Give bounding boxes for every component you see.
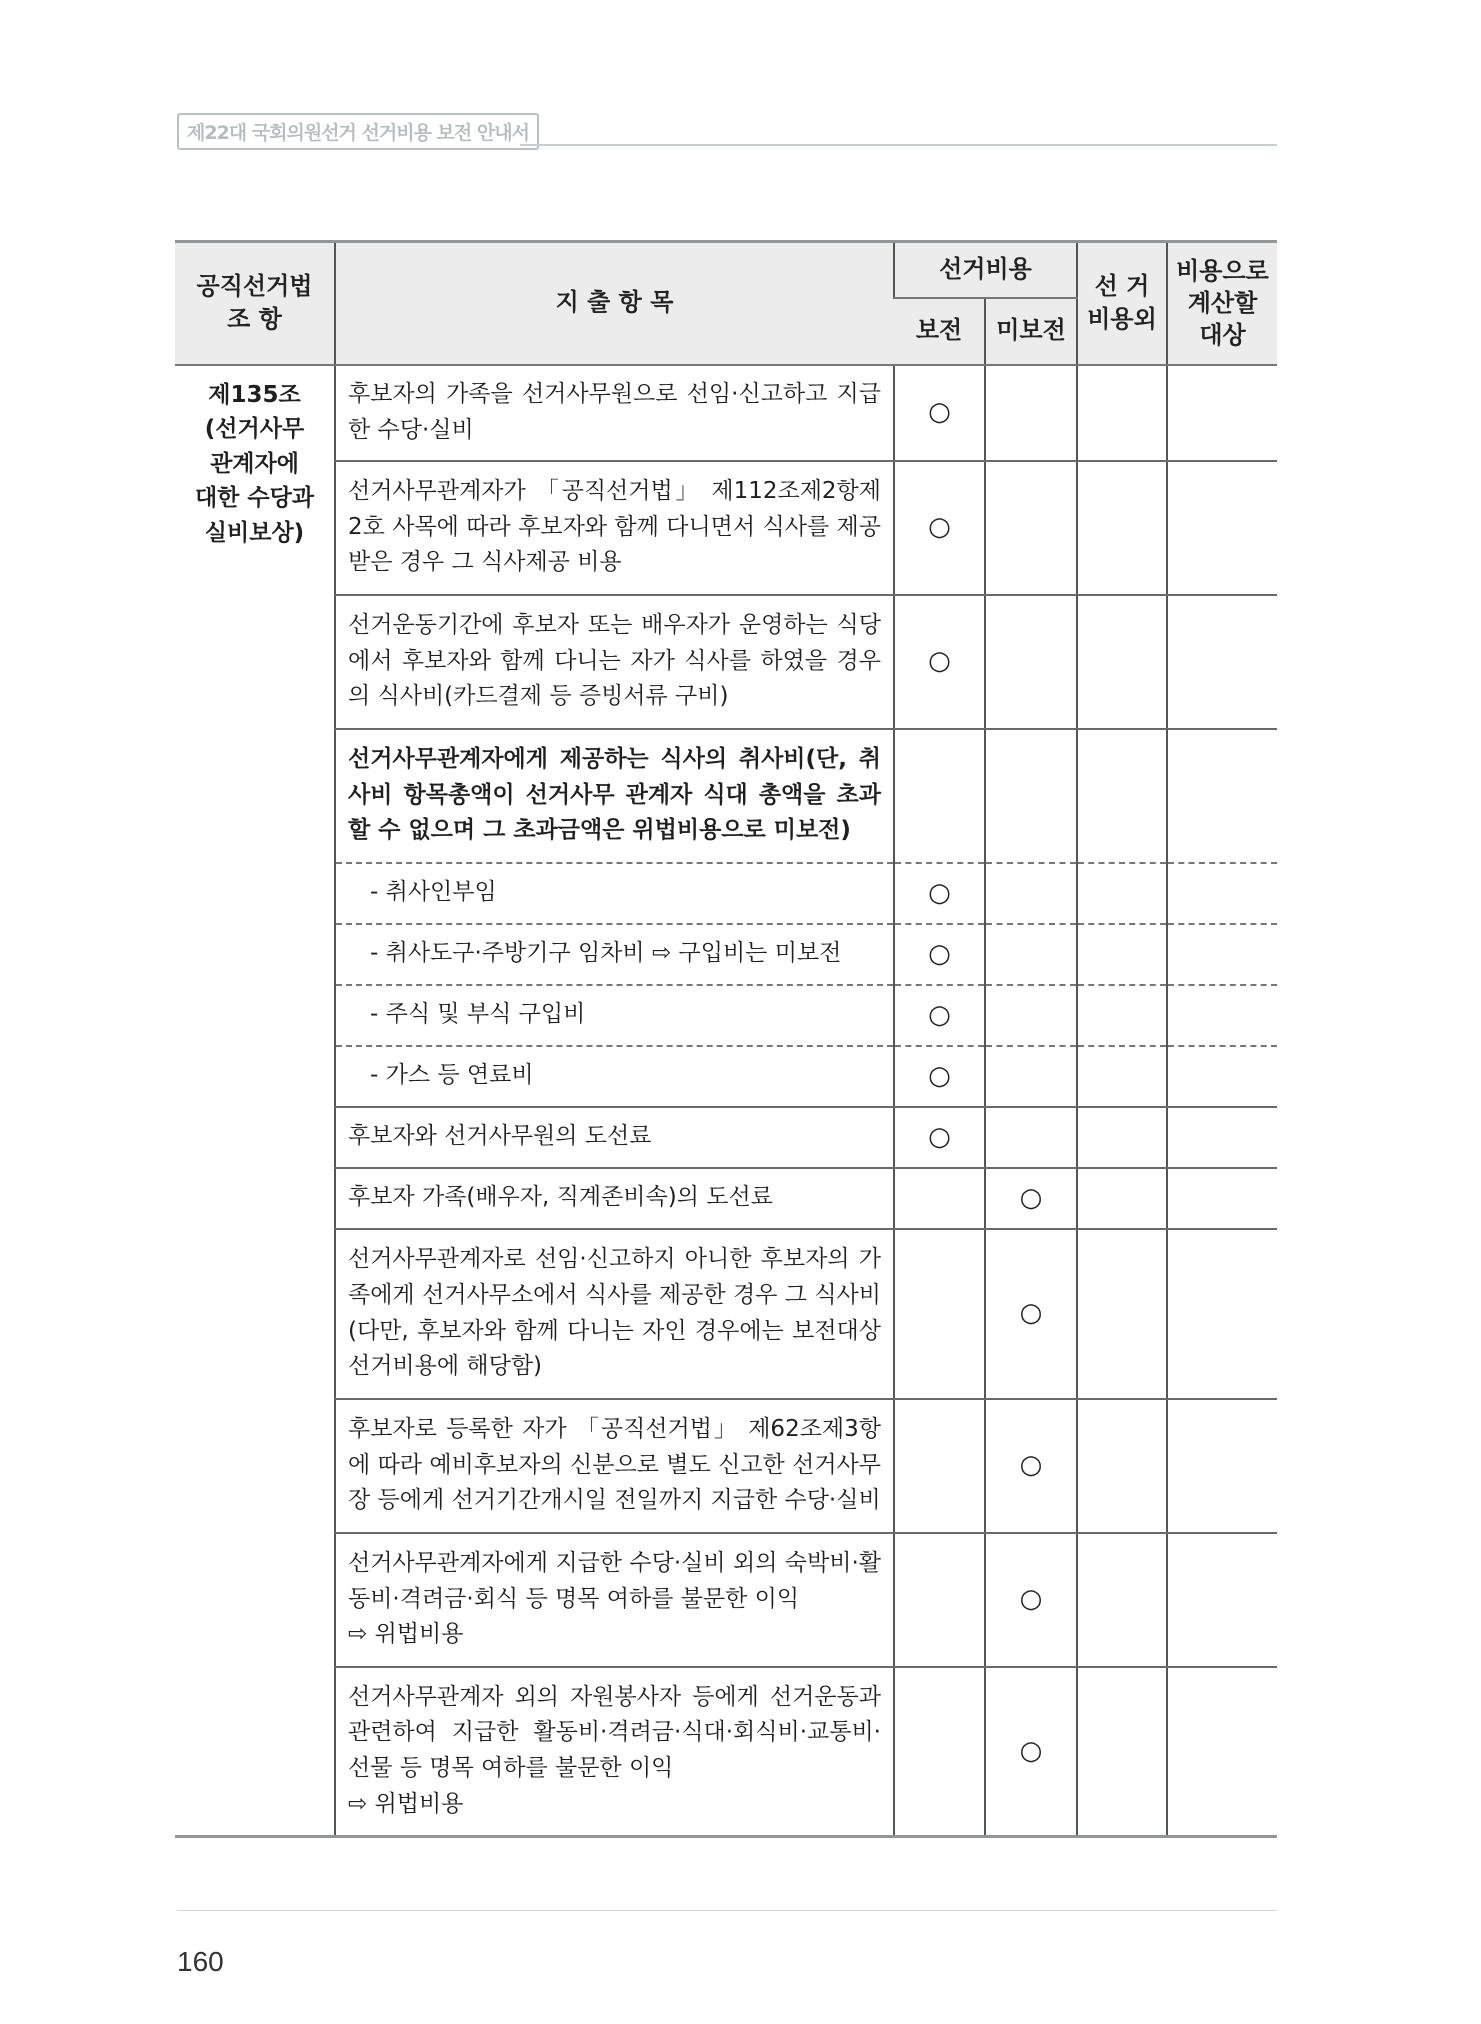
row-item-text: 후보자의 가족을 선거사무원으로 선임·신고하고 지급한 수당·실비 [335,365,894,461]
row-item-text: 후보자로 등록한 자가 「공직선거법」 제62조제3항에 따라 예비후보자의 신분으로 별도 신고한 선거사무장 등에게 선거기간개시일 전일까지 지급한 수당·실비 [335,1399,894,1533]
header-non-election: 선 거 비용외 [1077,242,1167,365]
cell-non-election [1077,1168,1167,1229]
row-item-text: - 취사도구·주방기구 임차비 ⇨ 구입비는 미보전 [335,924,894,985]
cell-not-reimbursed [985,1107,1077,1168]
cell-not-reimbursed [985,985,1077,1046]
row-item-text: - 가스 등 연료비 [335,1046,894,1107]
cell-calc-target [1167,1168,1277,1229]
cell-not-reimbursed [985,863,1077,924]
row-item-text: 선거사무관계자에게 지급한 수당·실비 외의 숙박비·활동비·격려금·회식 등 명목 여하를 불문한 이익 ⇨ 위법비용 [335,1533,894,1667]
cell-reimbursed: ○ [894,365,985,461]
law-article: 제135조 (선거사무 관계자에 대한 수당과 실비보상) [175,365,335,1837]
cell-not-reimbursed [985,595,1077,729]
page-number: 160 [177,1946,224,1977]
row-item-text: 후보자와 선거사무원의 도선료 [335,1107,894,1168]
header-cost-group: 선거비용 [894,242,1077,298]
expense-table [175,240,1277,1838]
cell-not-reimbursed: ○ [985,1399,1077,1533]
row-item-text: 선거사무관계자로 선임·신고하지 아니한 후보자의 가족에게 선거사무소에서 식사를 제공한 경우 그 식사비 (다만, 후보자와 함께 다니는 자인 경우에는 보전대상 선거비용에 해당함) [335,1229,894,1399]
running-header [177,113,539,150]
cell-non-election [1077,1667,1167,1837]
cell-not-reimbursed [985,1046,1077,1107]
cell-calc-target [1167,461,1277,595]
footer-rule [177,1910,1277,1911]
cell-calc-target [1167,863,1277,924]
cell-reimbursed [894,1229,985,1399]
cell-non-election [1077,985,1167,1046]
cell-non-election [1077,595,1167,729]
cell-reimbursed: ○ [894,924,985,985]
cell-reimbursed [894,1667,985,1837]
cell-calc-target [1167,985,1277,1046]
cell-non-election [1077,1229,1167,1399]
cell-reimbursed: ○ [894,985,985,1046]
cell-not-reimbursed [985,461,1077,595]
row-item-text: 선거사무관계자 외의 자원봉사자 등에게 선거운동과 관련하여 지급한 활동비·격려금·식대·회식비·교통비·선물 등 명목 여하를 불문한 이익 ⇨ 위법비용 [335,1667,894,1837]
header-reimbursed: 보전 [894,298,985,365]
cell-reimbursed: ○ [894,863,985,924]
cell-reimbursed [894,1533,985,1667]
cell-not-reimbursed: ○ [985,1533,1077,1667]
cell-non-election [1077,461,1167,595]
header-calc-target: 비용으로 계산할 대상 [1167,242,1277,365]
cell-non-election [1077,1046,1167,1107]
cell-calc-target [1167,1107,1277,1168]
row-item-text: - 취사인부임 [335,863,894,924]
row-item-text: 후보자 가족(배우자, 직계존비속)의 도선료 [335,1168,894,1229]
cell-calc-target [1167,1046,1277,1107]
row-item-text: - 주식 및 부식 구입비 [335,985,894,1046]
cell-not-reimbursed: ○ [985,1667,1077,1837]
cell-reimbursed [894,1168,985,1229]
cell-calc-target [1167,1399,1277,1533]
cell-calc-target [1167,1667,1277,1837]
cell-non-election [1077,1533,1167,1667]
cell-reimbursed: ○ [894,595,985,729]
header-not-reimbursed: 미보전 [985,298,1077,365]
running-header-title: 제22대 국회의원선거 선거비용 보전 안내서 [177,113,539,150]
cell-not-reimbursed [985,729,1077,863]
cell-non-election [1077,863,1167,924]
cell-non-election [1077,365,1167,461]
row-item-text: 선거사무관계자가 「공직선거법」 제112조제2항제2호 사목에 따라 후보자와 함께 다니면서 식사를 제공받은 경우 그 식사제공 비용 [335,461,894,595]
cell-not-reimbursed [985,365,1077,461]
cell-reimbursed [894,1399,985,1533]
cell-non-election [1077,1399,1167,1533]
cell-non-election [1077,924,1167,985]
cell-calc-target [1167,924,1277,985]
row-item-text: 선거운동기간에 후보자 또는 배우자가 운영하는 식당에서 후보자와 함께 다니는 자가 식사를 하였을 경우의 식사비(카드결제 등 증빙서류 구비) [335,595,894,729]
cell-non-election [1077,1107,1167,1168]
cell-calc-target [1167,729,1277,863]
cell-reimbursed: ○ [894,1046,985,1107]
cell-calc-target [1167,1533,1277,1667]
cell-calc-target [1167,365,1277,461]
cell-non-election [1077,729,1167,863]
header-item: 지 출 항 목 [335,242,894,365]
row-item-text: 선거사무관계자에게 제공하는 식사의 취사비(단, 취사비 항목총액이 선거사무 관계자 식대 총액을 초과할 수 없으며 그 초과금액은 위법비용으로 미보전) [335,729,894,863]
cell-not-reimbursed: ○ [985,1168,1077,1229]
cell-not-reimbursed: ○ [985,1229,1077,1399]
cell-reimbursed [894,729,985,863]
cell-calc-target [1167,1229,1277,1399]
header-rule [520,144,1277,146]
cell-reimbursed: ○ [894,1107,985,1168]
cell-not-reimbursed [985,924,1077,985]
header-law: 공직선거법 조 항 [175,242,335,365]
cell-reimbursed: ○ [894,461,985,595]
cell-calc-target [1167,595,1277,729]
